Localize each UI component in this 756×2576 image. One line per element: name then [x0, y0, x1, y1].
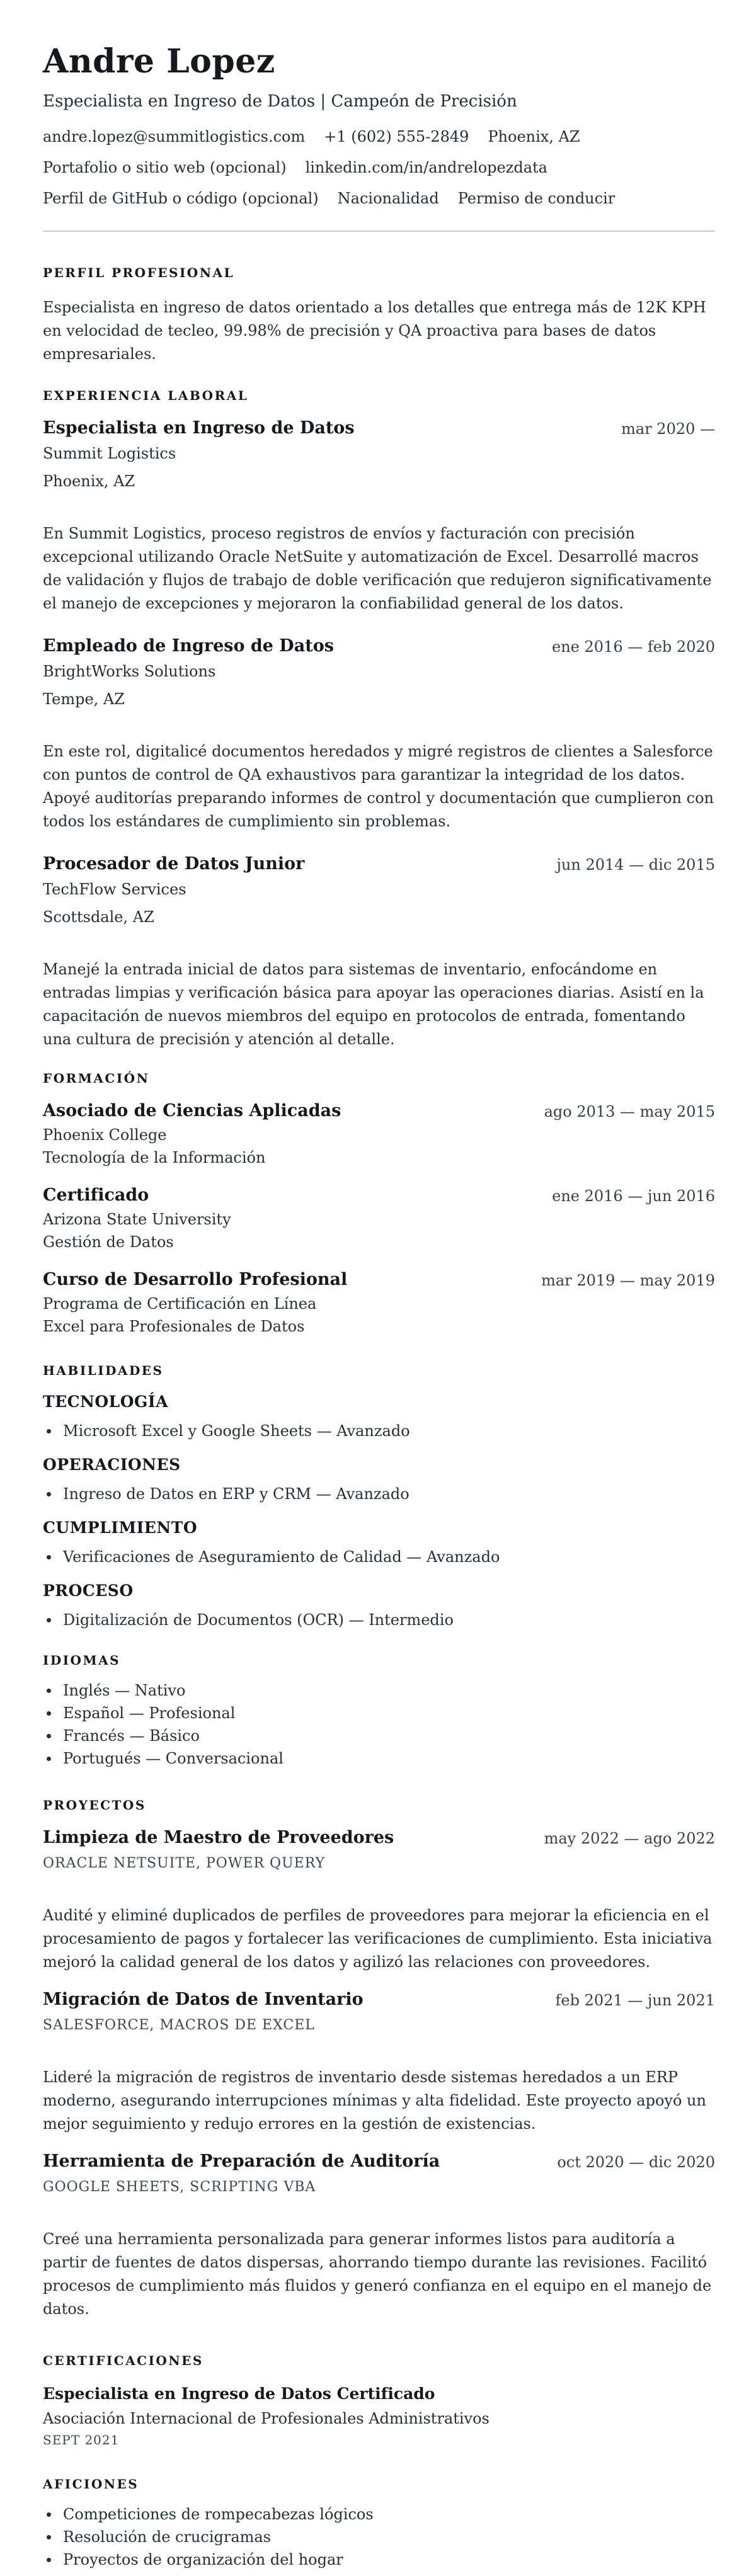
project-title-row: [43, 2151, 715, 2172]
job-title: Empleado de Ingreso de Datos: [43, 636, 334, 656]
hobby-item-text: Proyectos de organización del hogar: [63, 2551, 343, 2568]
contact-github: Perfil de GitHub o código (opcional): [43, 190, 319, 207]
job-company: TechFlow Services: [43, 881, 186, 898]
project-dates: may 2022 — ago 2022: [544, 1830, 715, 1847]
certification-name: Especialista en Ingreso de Datos Certificado: [43, 2385, 435, 2403]
experience-item: [43, 635, 715, 833]
experience-item: [43, 853, 715, 1051]
school-name: Arizona State University: [43, 1211, 231, 1228]
hobby-item-text: Competiciones de rompecabezas lógicos: [63, 2505, 374, 2523]
section-certifications: [43, 2352, 715, 2448]
bullet-dot: [47, 1618, 51, 1622]
certification-issuer: Asociación Internacional de Profesionales Administrativos: [43, 2410, 490, 2427]
skill-item-text: Ingreso de Datos en ERP y CRM — Avanzado: [63, 1485, 410, 1503]
school-name: Phoenix College: [43, 1126, 167, 1144]
field-of-study: Gestión de Datos: [43, 1233, 174, 1251]
hobbies-heading: AFICIONES: [43, 2476, 139, 2492]
contact-linkedin: linkedin.com/in/andrelopezdata: [305, 159, 547, 176]
education-item: [43, 1100, 715, 1167]
bullet-dot: [47, 2535, 51, 2539]
language-item-text: Portugués — Conversacional: [63, 1750, 284, 1767]
education-title-row: [43, 1269, 715, 1291]
project-tools: SALESFORCE, MACROS DE EXCEL: [43, 2017, 315, 2033]
candidate-name: Andre Lopez: [43, 42, 275, 81]
resume-header: [43, 44, 715, 208]
contact-row-1: [43, 127, 715, 146]
section-experience: [43, 387, 715, 1051]
language-item-text: Francés — Básico: [63, 1727, 200, 1745]
field-of-study: Excel para Profesionales de Datos: [43, 1318, 305, 1335]
contact-nationality: Nacionalidad: [337, 190, 439, 207]
skill-category-heading: OPERACIONES: [43, 1456, 181, 1474]
field-of-study: Tecnología de la Información: [43, 1149, 266, 1166]
job-dates: ene 2016 — feb 2020: [552, 638, 715, 656]
degree-title: Certificado: [43, 1185, 149, 1205]
contact-location: Phoenix, AZ: [488, 128, 580, 145]
bullet-dot: [47, 1492, 51, 1496]
section-projects: [43, 1797, 715, 2321]
project-title-row: [43, 1827, 715, 1849]
section-hobbies: [43, 2476, 715, 2569]
language-item: [43, 1726, 715, 1745]
certifications-heading: CERTIFICACIONES: [43, 2353, 203, 2368]
skill-item-text: Verificaciones de Aseguramiento de Calidad — Avanzado: [63, 1548, 500, 1566]
skill-category-heading: TECNOLOGÍA: [43, 1393, 168, 1411]
experience-heading: EXPERIENCIA LABORAL: [43, 388, 249, 403]
contact-row-3: [43, 189, 715, 208]
job-title-row: [43, 853, 715, 875]
profile-heading: PERFIL PROFESIONAL: [43, 265, 235, 280]
job-title-row: [43, 635, 715, 657]
skill-list: [43, 1610, 715, 1629]
section-skills: [43, 1362, 715, 1629]
skill-item: [43, 1485, 715, 1503]
degree-title: Curso de Desarrollo Profesional: [43, 1270, 348, 1289]
header-divider: [43, 231, 715, 232]
project-tools: ORACLE NETSUITE, POWER QUERY: [43, 1855, 326, 1871]
contact-driving-license: Permiso de conducir: [457, 190, 616, 207]
job-description: En este rol, digitalicé documentos heredados y migré registros de clientes a Salesforce con puntos de control de QA exhaustivos para garantizar la integridad de los datos. Apoyé auditorías preparando informes de control y documentación que cumplieron con todos los estándares de cumplimiento sin problemas.: [43, 743, 714, 830]
project-name: Migración de Datos de Inventario: [43, 1990, 364, 2009]
education-item: [43, 1269, 715, 1336]
school-name: Programa de Certificación en Línea: [43, 1295, 317, 1313]
bullet-dot: [47, 1711, 51, 1716]
contact-row-2: [43, 158, 715, 177]
language-list: [43, 1681, 715, 1768]
project-title-row: [43, 1989, 715, 2010]
section-profile: [43, 265, 715, 366]
education-dates: ene 2016 — jun 2016: [552, 1187, 715, 1205]
certification-date: SEPT 2021: [43, 2432, 120, 2448]
bullet-dot: [47, 2558, 51, 2562]
contact-phone: +1 (602) 555-2849: [324, 128, 469, 145]
project-description: Creé una herramienta personalizada para generar informes listos para auditoría a partir de fuentes de datos dispersas, ahorrando tiempo durante las revisiones. Facilitó procesos de cumplimiento más fluidos y generó confianza en el equipo en el manejo de datos.: [43, 2230, 712, 2318]
language-item-text: Español — Profesional: [63, 1704, 236, 1722]
project-item: [43, 1827, 715, 1974]
language-item: [43, 1681, 715, 1700]
job-description: Manejé la entrada inicial de datos para sistemas de inventario, enfocándome en entradas limpias y verificación básica para apoyar las operaciones diarias. Asistí en la capacitación de nuevos miembros del equipo en protocolos de entrada, fomentando una cultura de precisión y atención al detalle.: [43, 960, 704, 1048]
skill-item-text: Digitalización de Documentos (OCR) — Intermedio: [63, 1611, 454, 1629]
projects-heading: PROYECTOS: [43, 1798, 146, 1813]
skill-list: [43, 1422, 715, 1440]
degree-title: Asociado de Ciencias Aplicadas: [43, 1101, 341, 1120]
languages-heading: IDIOMAS: [43, 1653, 121, 1668]
job-dates: jun 2014 — dic 2015: [556, 856, 715, 874]
education-dates: ago 2013 — may 2015: [544, 1103, 715, 1120]
bullet-dot: [47, 1689, 51, 1693]
skill-item: [43, 1610, 715, 1629]
section-languages: [43, 1652, 715, 1768]
hobby-list: [43, 2505, 715, 2569]
candidate-title: Especialista en Ingreso de Datos | Campeón de Precisión: [43, 92, 517, 111]
skill-item: [43, 1547, 715, 1566]
project-item: [43, 1989, 715, 2136]
education-title-row: [43, 1100, 715, 1122]
profile-summary: Especialista en ingreso de datos orientado a los detalles que entrega más de 12K KPH en velocidad de tecleo, 99.98% de precisión y QA proactiva para bases de datos empresariales.: [43, 299, 706, 363]
job-title-row: [43, 418, 715, 439]
project-description: Lideré la migración de registros de inventario desde sistemas heredados a un ERP moderno, asegurando interrupciones mínimas y alta fidelidad. Este proyecto apoyó un mejor seguimiento y redujo errores en la gestión de existencias.: [43, 2068, 706, 2133]
education-title-row: [43, 1185, 715, 1206]
job-location: Scottsdale, AZ: [43, 908, 154, 926]
contact-portfolio: Portafolio o sitio web (opcional): [43, 159, 287, 176]
hobby-item: [43, 2550, 715, 2569]
job-dates: mar 2020 —: [621, 420, 715, 438]
language-item: [43, 1704, 715, 1723]
project-name: Limpieza de Maestro de Proveedores: [43, 1828, 394, 1847]
bullet-dot: [47, 2512, 51, 2517]
section-education: [43, 1070, 715, 1336]
project-dates: feb 2021 — jun 2021: [555, 1992, 715, 2009]
project-item: [43, 2151, 715, 2321]
skills-heading: HABILIDADES: [43, 1363, 164, 1378]
skill-list: [43, 1485, 715, 1503]
job-company: Summit Logistics: [43, 445, 176, 462]
certification-item: [43, 2384, 715, 2448]
skill-item: [43, 1422, 715, 1440]
job-company: BrightWorks Solutions: [43, 663, 216, 680]
job-location: Tempe, AZ: [43, 690, 125, 708]
project-name: Herramienta de Preparación de Auditoría: [43, 2151, 440, 2171]
job-title: Especialista en Ingreso de Datos: [43, 418, 355, 438]
project-tools: GOOGLE SHEETS, SCRIPTING VBA: [43, 2179, 316, 2195]
bullet-dot: [47, 1757, 51, 1761]
job-title: Procesador de Datos Junior: [43, 854, 305, 874]
hobby-item: [43, 2505, 715, 2524]
hobby-item-text: Resolución de crucigramas: [63, 2528, 272, 2546]
skill-category-heading: CUMPLIMIENTO: [43, 1519, 198, 1537]
bullet-dot: [47, 1734, 51, 1738]
bullet-dot: [47, 1429, 51, 1433]
skill-item-text: Microsoft Excel y Google Sheets — Avanzado: [63, 1422, 410, 1440]
job-description: En Summit Logistics, proceso registros de envíos y facturación con precisión excepcional utilizando Oracle NetSuite y automatización de Excel. Desarrollé macros de validación y flujos de trabajo de doble verificación que redujeron significativamente el manejo de excepciones y mejoraron la confiabilidad general de los datos.: [43, 525, 712, 612]
hobby-item: [43, 2528, 715, 2546]
skill-list: [43, 1547, 715, 1566]
education-dates: mar 2019 — may 2019: [541, 1272, 715, 1289]
job-location: Phoenix, AZ: [43, 472, 135, 490]
project-description: Audité y eliminé duplicados de perfiles de proveedores para mejorar la eficiencia en el procesamiento de pagos y fortalecer las verificaciones de cumplimiento. Esta iniciativa mejoró la calidad general de los datos y agilizó las relaciones con proveedores.: [43, 1906, 713, 1971]
education-item: [43, 1185, 715, 1251]
bullet-dot: [47, 1555, 51, 1559]
contact-email: andre.lopez@summitlogistics.com: [43, 128, 306, 145]
language-item-text: Inglés — Nativo: [63, 1682, 186, 1699]
language-item: [43, 1749, 715, 1768]
skill-category-heading: PROCESO: [43, 1582, 134, 1600]
project-dates: oct 2020 — dic 2020: [557, 2153, 715, 2171]
experience-item: [43, 418, 715, 615]
education-heading: FORMACIÓN: [43, 1071, 150, 1086]
